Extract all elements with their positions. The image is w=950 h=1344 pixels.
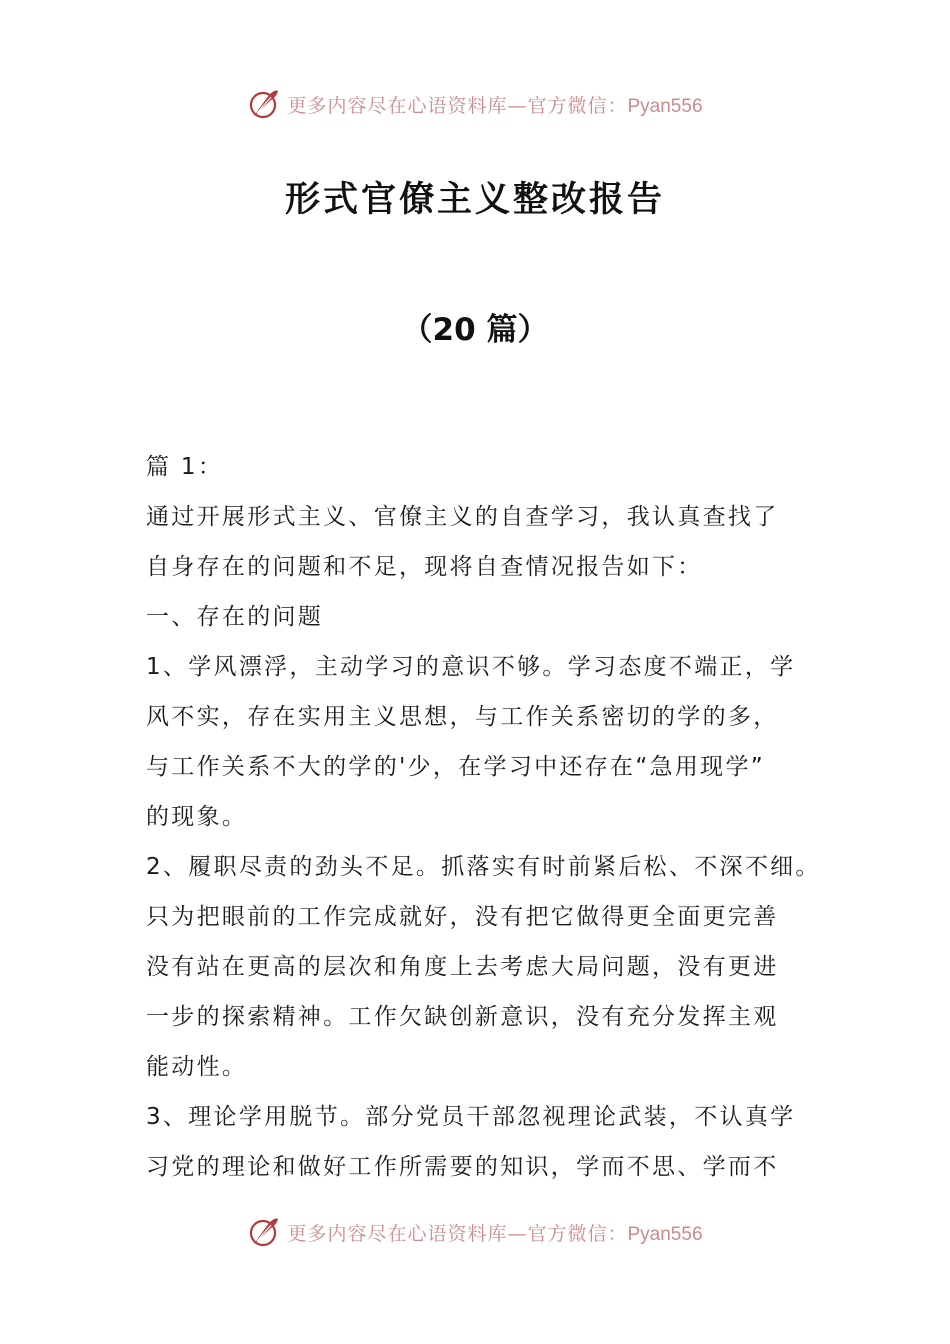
document-body [146,442,836,1192]
quill-logo-icon [247,87,281,121]
watermark-handle: Pyan556 [627,95,703,117]
document-title: 形式官僚主义整改报告 [284,179,665,220]
quill-logo-icon [247,1215,281,1249]
subsection-heading: 一、存在的问题 [146,604,324,630]
paragraph-line: 3、理论学用脱节。部分党员干部忽视理论武装，不认真学 [146,1104,796,1130]
section-heading: 篇 1： [146,454,224,480]
paragraph-line: 与工作关系不大的学的'少，在学习中还存在“急用现学” [146,754,765,780]
watermark-label: 更多内容尽在心语资料库—官方微信： [287,1222,628,1245]
paragraph-line: 的现象。 [146,804,248,830]
paragraph-line: 自身存在的问题和不足，现将自查情况报告如下： [146,554,703,580]
paragraph-line: 2、履职尽责的劲头不足。抓落实有时前紧后松、不深不细。 [146,854,821,880]
watermark-text [287,1219,702,1246]
paragraph-line: 习党的理论和做好工作所需要的知识，学而不思、学而不 [146,1154,779,1180]
paragraph-line: 1、学风漂浮，主动学习的意识不够。学习态度不端正，学 [146,654,796,680]
watermark-handle: Pyan556 [627,1223,703,1245]
paragraph-line: 能动性。 [146,1054,248,1080]
watermark-label: 更多内容尽在心语资料库—官方微信： [287,94,628,117]
paragraph-line: 一步的探索精神。工作欠缺创新意识，没有充分发挥主观 [146,1004,779,1030]
paragraph-line: 风不实，存在实用主义思想，与工作关系密切的学的多， [146,704,779,730]
footer-watermark [0,1210,950,1254]
header-watermark [0,82,950,126]
watermark-text [287,91,702,118]
paragraph-line: 只为把眼前的工作完成就好，没有把它做得更全面更完善 [146,904,779,930]
document-subtitle: （20 篇） [401,312,549,348]
paragraph-line: 通过开展形式主义、官僚主义的自查学习，我认真查找了 [146,504,779,530]
paragraph-line: 没有站在更高的层次和角度上去考虑大局问题，没有更进 [146,954,779,980]
